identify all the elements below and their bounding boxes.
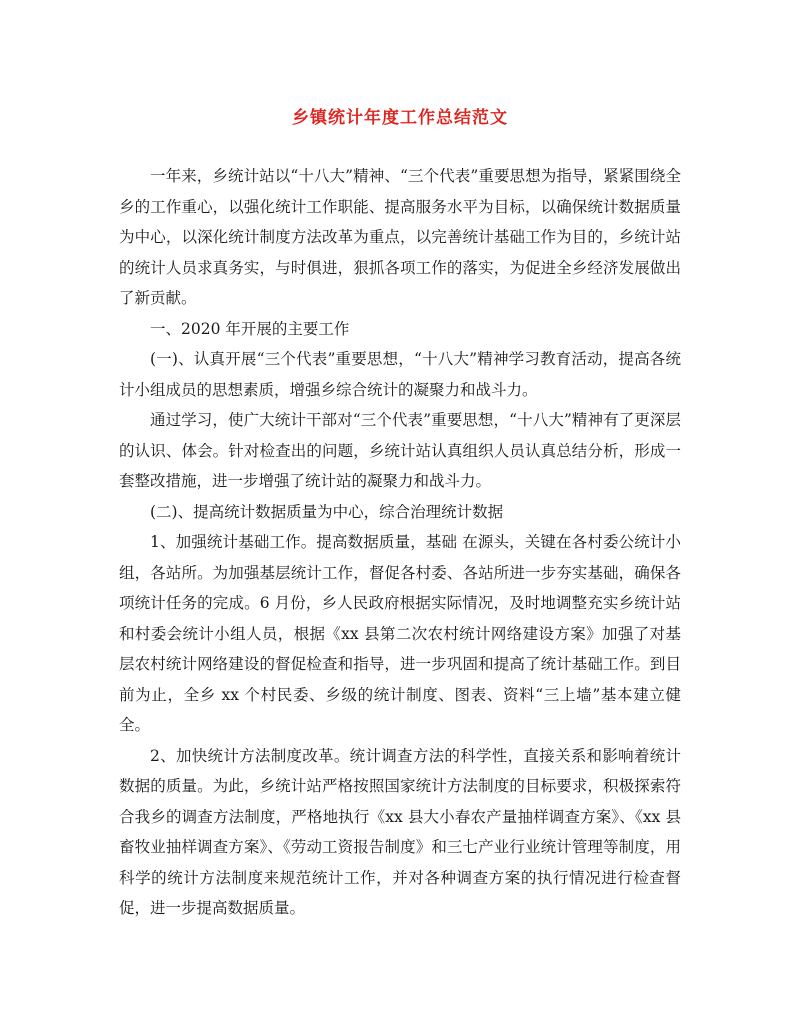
paragraph-basic-work: 1、加强统计基础工作。提高数据质量，基础 在源头，关键在各村委公统计小组，各站所。为加强基层统计工作，督促各村委、各站所进一步夯实基础，确保各项统计任务的完成。6 月份，乡人民政府根据实际情况，及时地调整充实乡统计站和村委会统计小组人员，根据《xx 县第二次农村统计网络建设方案》加强了对基层农村统计网络建设的督促检查和指导，进一步巩固和提高了统计基础工作。到目前为止，全乡 xx 个村民委、乡级的统计制度、图表、资料“三上墙”基本建立健全。 [119, 533, 681, 734]
section-heading-data-quality: (二)、提高统计数据质量为中心，综合治理统计数据 [150, 502, 504, 521]
paragraph-intro: 一年来，乡统计站以“十八大”精神、“三个代表”重要思想为指导，紧紧围绕全乡的工作重心，以强化统计工作职能、提高服务水平为目标，以确保统计数据质量为中心，以深化统计制度方法改革为重点，以完善统计基础工作为目的，乡统计站的统计人员求真务实，与时俱进，狠抓各项工作的落实，为促进全乡经济发展做出了新贡献。 [119, 167, 681, 307]
document-body [119, 161, 681, 924]
paragraph-study: 通过学习，使广大统计干部对“三个代表”重要思想，“十八大”精神有了更深层的认识、体会。针对检查出的问题，乡统计站认真组织人员认真总结分析，形成一套整改措施，进一步增强了统计站的凝聚力和战斗力。 [119, 411, 681, 490]
paragraph-method-reform: 2、加快统计方法制度改革。统计调查方法的科学性，直接关系和影响着统计数据的质量。为此，乡统计站严格按照国家统计方法制度的目标要求，积极探索符合我乡的调查方法制度，严格地执行《xx 县大小春农产量抽样调查方案》、《xx 县畜牧业抽样调查方案》、《劳动工资报告制度》和三七产业行业统计管理等制度，用科学的统计方法制度来规范统计工作，并对各种调查方案的执行情况进行检查督促，进一步提高数据质量。 [119, 746, 681, 917]
document-title: 乡镇统计年度工作总结范文 [292, 108, 508, 128]
paragraph-item-one: (一)、认真开展“三个代表”重要思想，“十八大”精神学习教育活动，提高各统计小组成员的思想素质，增强乡综合统计的凝聚力和战斗力。 [119, 350, 681, 399]
section-heading-main-work: 一、2020 年开展的主要工作 [150, 319, 350, 338]
